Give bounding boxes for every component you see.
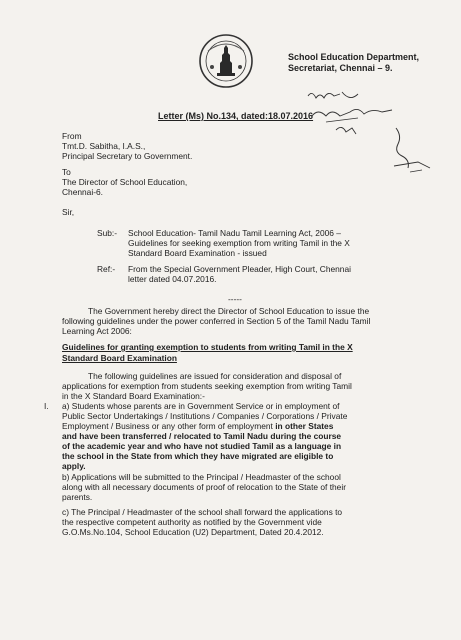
to-city: Chennai-6.: [62, 187, 103, 197]
intro-line: The Government hereby direct the Director of School Education to issue the: [88, 306, 370, 316]
item-a-line: [62, 421, 333, 432]
item-b-line: parents.: [62, 492, 93, 502]
roman-numeral: I.: [44, 401, 49, 411]
guidelines-intro-line: applications for exemption from students seeking exemption from writing Tamil: [62, 381, 352, 391]
guidelines-heading: Guidelines for granting exemption to students from writing Tamil in the X: [62, 342, 353, 352]
to-recipient: The Director of School Education,: [62, 177, 188, 187]
guidelines-heading: Standard Board Examination: [62, 353, 177, 363]
item-a-bold-start: in other States: [272, 421, 334, 431]
tamil-nadu-government-emblem-icon: [198, 33, 254, 89]
item-a-line: a) Students whose parents are in Government Service or in employment of: [62, 401, 340, 411]
separator: -----: [228, 294, 242, 304]
subject-line: Standard Board Examination - issued: [128, 248, 267, 258]
from-label: From: [62, 131, 82, 141]
department-line-2: Secretariat, Chennai – 9.: [288, 63, 393, 73]
intro-line: Learning Act 2006:: [62, 326, 132, 336]
item-b-line: along with all necessary documents of proof of relocation to the State of their: [62, 482, 346, 492]
reference-label: Ref:-: [97, 264, 116, 274]
guidelines-intro-line: The following guidelines are issued for consideration and disposal of: [88, 371, 342, 381]
reference-line: letter dated 04.07.2016.: [128, 274, 217, 284]
item-c-line: G.O.Ms.No.104, School Education (U2) Department, Dated 20.4.2012.: [62, 527, 324, 537]
subject-line: School Education- Tamil Nadu Tamil Learning Act, 2006 –: [128, 228, 341, 238]
item-a-bold-line: of the academic year and who have not studied Tamil as a language in: [62, 441, 342, 451]
letter-reference: Letter (Ms) No.134, dated:18.07.2016: [158, 111, 314, 121]
item-a-line: Public Sector Undertakings / Institutions / Companies / Corporations / Private: [62, 411, 348, 421]
department-line-1: School Education Department,: [288, 52, 420, 62]
from-designation: Principal Secretary to Government.: [62, 151, 193, 161]
item-a-line-text: Employment / Business or any other form of employment: [62, 421, 273, 431]
reference-line: From the Special Government Pleader, High Court, Chennai: [128, 264, 351, 274]
item-a-bold-line: and have been transferred / relocated to Tamil Nadu during the course: [62, 431, 342, 441]
subject-label: Sub:-: [97, 228, 118, 238]
salutation: Sir,: [62, 207, 75, 217]
guidelines-intro-line: in the X Standard Board Examination:-: [62, 391, 205, 401]
item-c-line: the respective competent authority as notified by the Government vide: [62, 517, 322, 527]
item-b-line: b) Applications will be submitted to the Principal / Headmaster of the school: [62, 472, 341, 482]
handwritten-annotation-icon: [298, 88, 438, 188]
subject-line: Guidelines for seeking exemption from writing Tamil in the X: [128, 238, 350, 248]
to-label: To: [62, 167, 71, 177]
item-c-line: c) The Principal / Headmaster of the school shall forward the applications to: [62, 507, 343, 517]
item-a-bold-line: the school in the State from which they have migrated are eligible to: [62, 451, 334, 461]
intro-line: following guidelines under the power conferred in Section 5 of the Tamil Nadu Tamil: [62, 316, 371, 326]
from-name: Tmt.D. Sabitha, I.A.S.,: [62, 141, 146, 151]
item-a-bold-line: apply.: [62, 461, 86, 471]
